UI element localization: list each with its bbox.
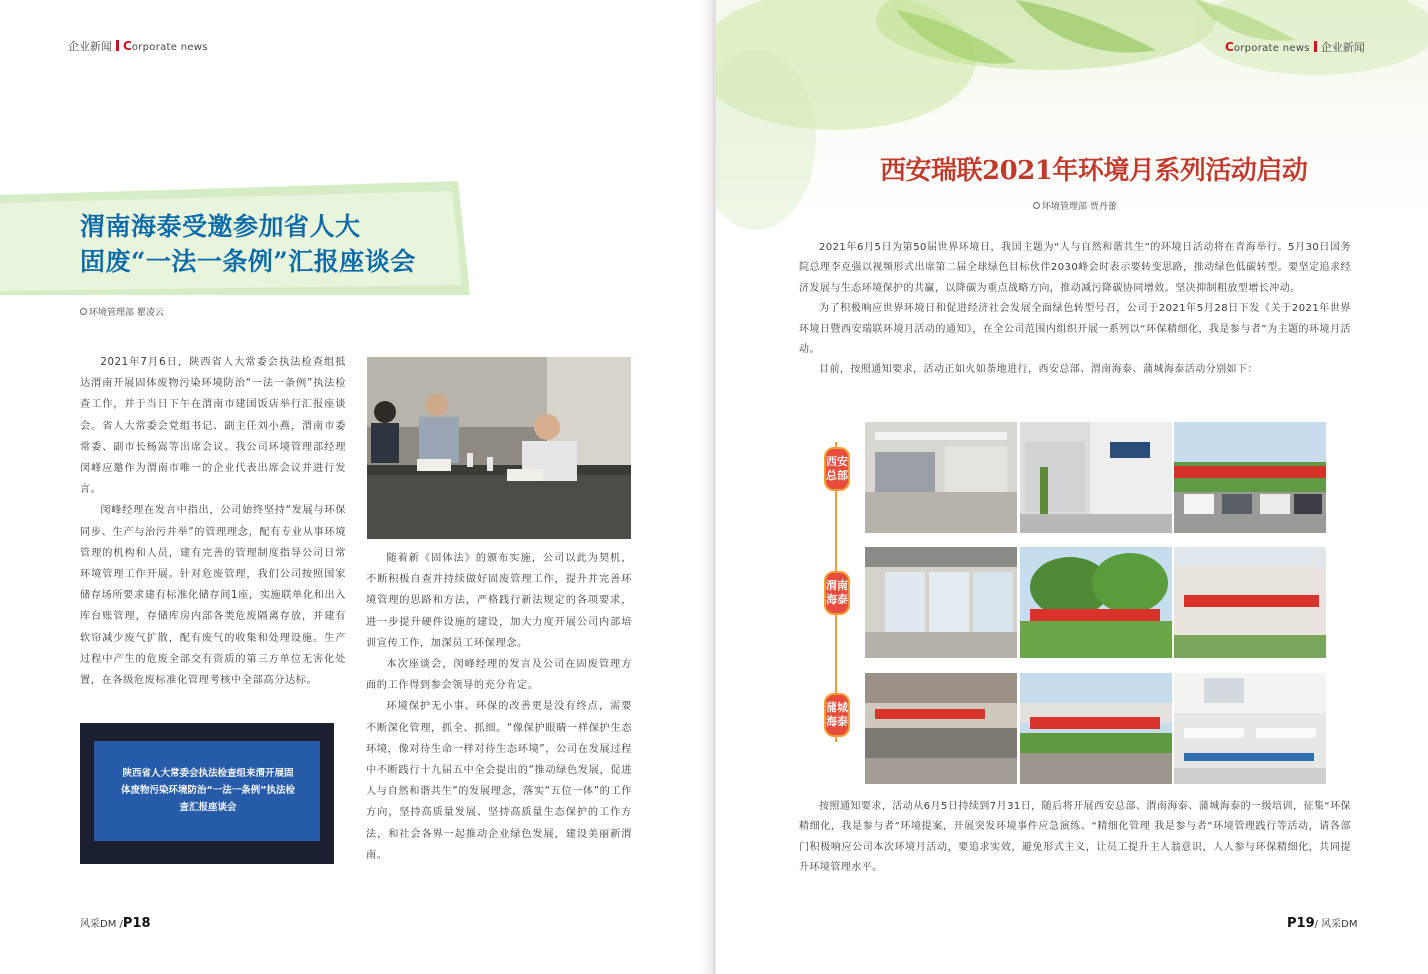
running-head-right xyxy=(1225,39,1365,55)
photo-weinan-wall xyxy=(1174,547,1326,658)
paragraph: 2021年6月5日为第50届世界环境日，我国主题为“人与自然和谐共生”的环境日活动将在青海举行。5月30日国务院总理李克强以视频形式出席第二届全球绿色目标伙伴2030峰会时表示要转变思路，推动绿色低碳转型。要坚定追求经济发展与生态环境保护的共赢，以降碳为重点战略方向，推动减污降碳协同增效。坚决抑制粗放型增长冲动。 xyxy=(799,242,1351,294)
running-head-en-initial: C xyxy=(1225,40,1234,54)
photo-weinan-boards xyxy=(865,547,1017,658)
title-line-1: 渭南海泰受邀参加省人大 xyxy=(80,212,361,241)
screen-slide-text: 陕西省人大常委会执法检查组来渭开展固体废物污染环境防治“一法一条例”执法检查汇报座谈会 xyxy=(121,768,295,813)
byline-text: 环境管理部 贾丹蕾 xyxy=(1042,202,1117,212)
running-head-en: orporate news xyxy=(1233,43,1310,54)
meeting-screen-photo xyxy=(80,723,334,864)
running-head-en: orporate news xyxy=(131,42,208,53)
paragraph: 随着新《固体法》的颁布实施，公司以此为契机，不断积极自查并持续做好固废管理工作，提升并完善环境管理的思路和方法，严格践行新法规定的各项要求，进一步提升硬件设施的建设，加大力度开展公司内部培训宣传工作，加深员工环保理念。 xyxy=(366,553,632,649)
circle-bullet-icon xyxy=(80,308,87,315)
location-tag-xian: 西安总部 xyxy=(824,447,850,491)
column-1 xyxy=(80,352,346,691)
photo-xian-lobby xyxy=(865,422,1017,533)
photo-xian-parking xyxy=(1174,422,1326,533)
page-number: P19 xyxy=(1287,916,1315,931)
red-bar-icon xyxy=(116,40,119,51)
title-line-2: 固废“一法一条例”汇报座谈会 xyxy=(80,247,416,276)
paragraph: 按照通知要求，活动从6月5日持续到7月31日，随后将开展西安总部、渭南海泰、蒲城海泰的一级培训，征集“环保精细化，我是参与者”环境提案，开展突发环境事件应急演练、“精细化管理 我是参与者”环境管理践行等活动，请各部门积极响应公司本次环境月活动，要追求实效，避免形式主义，让员工提升主人翁意识，人人参与环保精细化，共同提升环境管理水平。 xyxy=(799,801,1351,874)
page-number: P18 xyxy=(122,916,151,931)
magazine-name: 风采DM / xyxy=(80,919,123,930)
paragraph: 为了积极响应世界环境日和促进经济社会发展全面绿色转型号召，公司于2021年5月28日下发《关于2021年世界环境日暨西安瑞联环境月活动的通知》，在全公司范围内组织开展一系列以“环保精细化，我是参与者”为主题的环境月活动。 xyxy=(799,303,1351,356)
photo-pucheng-fence xyxy=(1020,673,1172,784)
magazine-name: / 风采DM xyxy=(1314,919,1358,930)
byline-text: 环境管理部 瞿凌云 xyxy=(89,308,164,318)
article-title-left xyxy=(80,209,416,279)
byline-left xyxy=(80,305,164,318)
folio-left xyxy=(80,915,151,931)
photo-pucheng-banner xyxy=(865,673,1017,784)
running-head-cn: 企业新闻 xyxy=(1320,41,1365,54)
leaf-decoration xyxy=(716,0,1428,230)
running-head-cn: 企业新闻 xyxy=(68,40,112,53)
paragraph: 2021年7月6日，陕西省人大常委会执法检查组抵达渭南开展固体废物污染环境防治“一法一条例”执法检查工作，并于当日下午在渭南市建国饭店举行汇报座谈会。省人大常委会党组书记、副主任刘小燕，渭南市委常委、副市长杨嵩等出席会议。我公司环境管理部经理闵峰应邀作为渭南市唯一的企业代表出席会议并进行发言。 xyxy=(80,357,346,496)
running-head-left xyxy=(68,38,208,54)
red-bar-icon xyxy=(1314,41,1317,52)
paragraph: 闵峰经理在发言中指出，公司始终坚持“发展与环保同步、生产与治污并举”的管理理念，配有专业从事环境管理的机构和人员，建有完善的管理制度指导公司日常环境管理工作开展。针对危废管理，我们公司按照国家储存场所要求建有标准化储存间1座，实施联单化和出入库台账管理，存储库房内部各类危废隔离存放，并建有软帘减少废气扩散，配有废气的收集和处理设施。生产过程中产生的危废全部交有资质的第三方单位无害化处置，在各级危废标准化管理考核中全部高分达标。 xyxy=(80,505,346,687)
folio-right xyxy=(1287,915,1358,931)
column-2 xyxy=(366,548,632,866)
byline-right xyxy=(1033,199,1117,212)
paragraph: 环境保护无小事、环保的改善更是没有终点，需要不断深化管理，抓全、抓细。“像保护眼睛一样保护生态环境，像对待生命一样对待生态环境”，公司在发展过程中不断践行十九届五中全会提出的“推动绿色发展，促进人与自然和谐共生”的发展理念，落实“五位一体”的工作方向，坚持高质量发展、坚持高质量生态保护的工作方法，和社会各界一起推动企业绿色发展，建设美丽新渭南。 xyxy=(366,701,632,861)
paragraph: 目前，按照通知要求，活动正如火如荼地进行，西安总部、渭南海泰、蒲城海泰活动分别如下： xyxy=(819,364,1258,376)
photo-pucheng-canteen xyxy=(1174,673,1326,784)
right-closing xyxy=(799,797,1351,879)
location-tag-weinan: 渭南海泰 xyxy=(824,571,850,615)
location-tag-pucheng: 蒲城海泰 xyxy=(824,693,850,737)
photo-xian-hall xyxy=(1020,422,1172,533)
photo-weinan-trees xyxy=(1020,547,1172,658)
right-intro xyxy=(799,238,1351,381)
meeting-photo xyxy=(367,357,631,539)
paragraph: 本次座谈会，闵峰经理的发言及公司在固废管理方面的工作得到参会领导的充分肯定。 xyxy=(366,659,632,692)
article-title-right: 西安瑞联2021年环境月系列活动启动 xyxy=(880,156,1308,186)
running-head-en-initial: C xyxy=(123,39,132,53)
circle-bullet-icon xyxy=(1033,202,1040,209)
